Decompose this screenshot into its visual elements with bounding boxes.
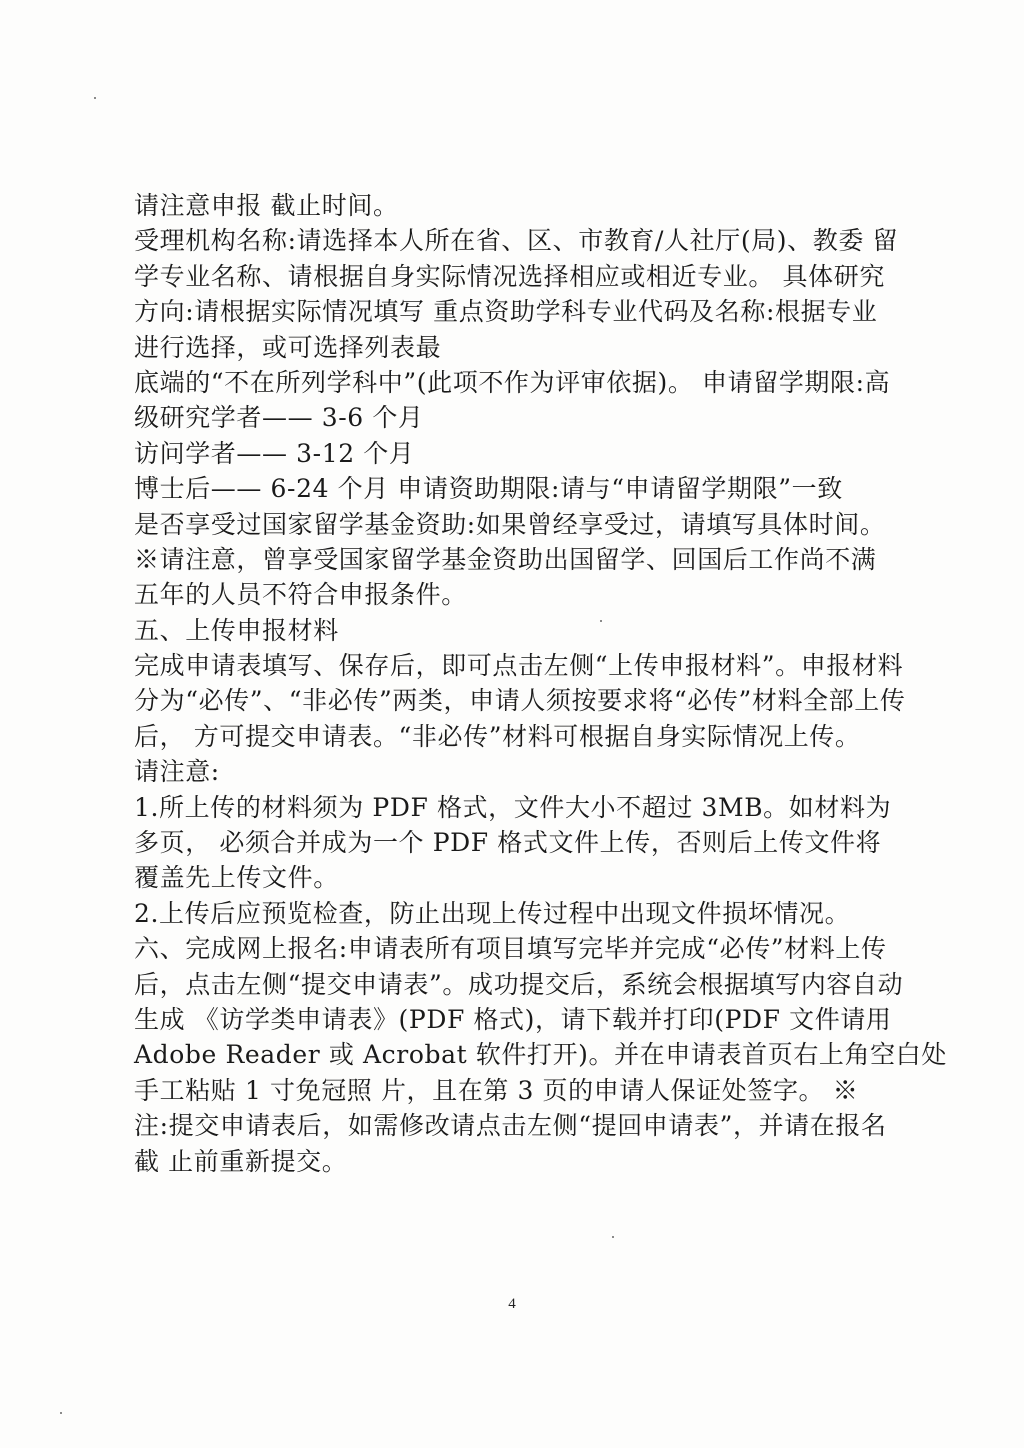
text-line: 2.上传后应预览检查，防止出现上传过程中出现文件损坏情况。	[134, 898, 851, 928]
scan-speck	[60, 1412, 62, 1414]
scan-speck	[600, 620, 602, 622]
text-line: 级研究学者—— 3-6 个月	[134, 403, 424, 433]
document-body	[134, 188, 947, 1179]
text-line: 生成 《访学类申请表》(PDF 格式)，请下载并打印(PDF 文件请用	[134, 1004, 892, 1034]
text-line: Adobe Reader 或 Acrobat 软件打开)。并在申请表首页右上角空白处	[134, 1040, 947, 1070]
text-line: 后，点击左侧“提交申请表”。成功提交后，系统会根据填写内容自动	[134, 969, 904, 999]
text-line: 受理机构名称:请选择本人所在省、区、市教育/人社厅(局)、教委 留	[134, 226, 899, 256]
text-line: 底端的“不在所列学科中”(此项不作为评审依据)。 申请留学期限:高	[134, 367, 891, 397]
text-line: 方向:请根据实际情况填写 重点资助学科专业代码及名称:根据专业	[134, 297, 878, 327]
text-line: 进行选择，或可选择列表最	[134, 332, 442, 362]
text-line: 注:提交申请表后，如需修改请点击左侧“提回申请表”，并请在报名	[134, 1111, 887, 1141]
text-line: 多页， 必须合并成为一个 PDF 格式文件上传，否则后上传文件将	[134, 828, 882, 858]
text-line: 六、完成网上报名:申请表所有项目填写完毕并完成“必传”材料上传	[134, 934, 887, 964]
text-line: 分为“必传”、“非必传”两类，申请人须按要求将“必传”材料全部上传	[134, 686, 906, 716]
text-line: 手工粘贴 1 寸免冠照 片，且在第 3 页的申请人保证处签字。 ※	[134, 1075, 859, 1105]
text-line: 请注意申报 截止时间。	[134, 191, 399, 220]
text-line: 完成申请表填写、保存后，即可点击左侧“上传申报材料”。申报材料	[134, 651, 904, 681]
text-line: 覆盖先上传文件。	[134, 863, 339, 893]
text-line: 1.所上传的材料须为 PDF 格式，文件大小不超过 3MB。如材料为	[134, 792, 892, 822]
text-line: 请注意:	[134, 757, 220, 787]
text-line: 五年的人员不符合申报条件。	[134, 580, 467, 610]
text-line: 截 止前重新提交。	[134, 1146, 348, 1176]
section-heading: 五、上传申报材料	[134, 615, 339, 645]
text-line: 学专业名称、请根据自身实际情况选择相应或相近专业。 具体研究	[134, 261, 885, 291]
page-number: 4	[508, 1296, 516, 1312]
scan-speck	[612, 1236, 614, 1238]
text-line: 后， 方可提交申请表。“非必传”材料可根据自身实际情况上传。	[134, 721, 861, 751]
text-line: 是否享受过国家留学基金资助:如果曾经享受过，请填写具体时间。	[134, 509, 886, 539]
text-line: 访问学者—— 3-12 个月	[134, 438, 415, 468]
text-line: 博士后—— 6-24 个月 申请资助期限:请与“申请留学期限”一致	[134, 474, 843, 504]
scan-speck	[94, 97, 96, 99]
text-line: ※请注意，曾享受国家留学基金资助出国留学、回国后工作尚不满	[134, 544, 877, 574]
